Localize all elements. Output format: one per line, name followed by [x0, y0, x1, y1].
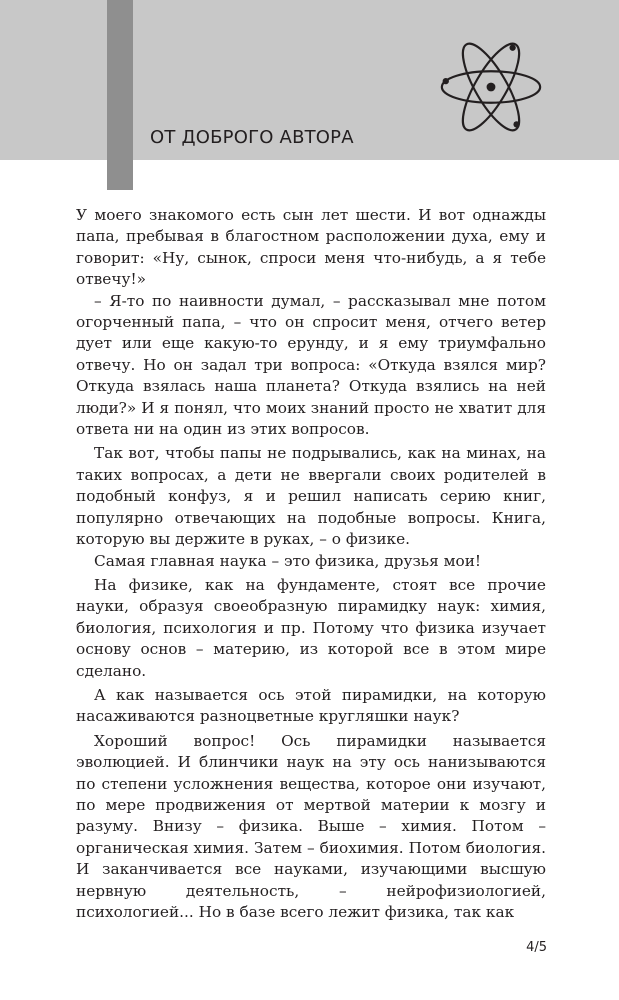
header-tab	[107, 0, 133, 190]
paragraph: Так вот, чтобы папы не подрывались, как на минах, на таких вопросах, а дети не ввергали своих родителей в подобный конфуз, я и решил написать серию книг, популярно отвечающих на подобные вопросы. Книга, которую вы держите в руках, – о физике.	[76, 444, 546, 549]
paragraph: Хороший вопрос! Ось пирамидки называется эволюцией. И блинчики наук на эту ось нанизываются по степени усложнения вещества, которое они изучают, по мере продвижения от мертвой материи к мозгу и разуму. Внизу – физика. Выше – химия. Потом – органическая химия. Затем – биохимия. Потом биология. И заканчивается все науками, изучающими высшую нервную деятельность, – нейрофизиологией, психологией... Но в базе всего лежит физика, так как	[76, 731, 546, 921]
paragraph: А как называется ось этой пирамидки, на которую насаживаются разноцветные кругляшки наук?	[76, 685, 546, 726]
paragraph: На физике, как на фундаменте, стоят все прочие науки, образуя своеобразную пирамидку наук: химия, биология, психология и пр. Потому что физика изучает основу основ – материю, из которой все в этом мире сделано.	[76, 575, 546, 680]
paragraph: Самая главная наука – это физика, друзья мои!	[94, 551, 482, 570]
page-number: 4/5	[526, 940, 547, 955]
paragraph: – Я-то по наивности думал, – рассказывал мне потом огорченный папа, – что он спросит меня, отчего ветер дует или еще какую-то ерунду, и я ему триумфально отвечу. Но он задал три вопроса: «Откуда взялся мир? Откуда взялась наша планета? Откуда взялись на ней люди?» И я понял, что моих знаний просто не хватит для ответа ни на один из этих вопросов.	[76, 291, 546, 439]
body-text	[76, 205, 546, 923]
atom-icon	[432, 28, 550, 146]
chapter-title: ОТ ДОБРОГО АВТОРА	[150, 127, 354, 148]
paragraph: У моего знакомого есть сын лет шести. И вот однажды папа, пребывая в благостном расположении духа, ему и говорит: «Ну, сынок, спроси меня что-нибудь, а я тебе отвечу!»	[76, 206, 546, 289]
